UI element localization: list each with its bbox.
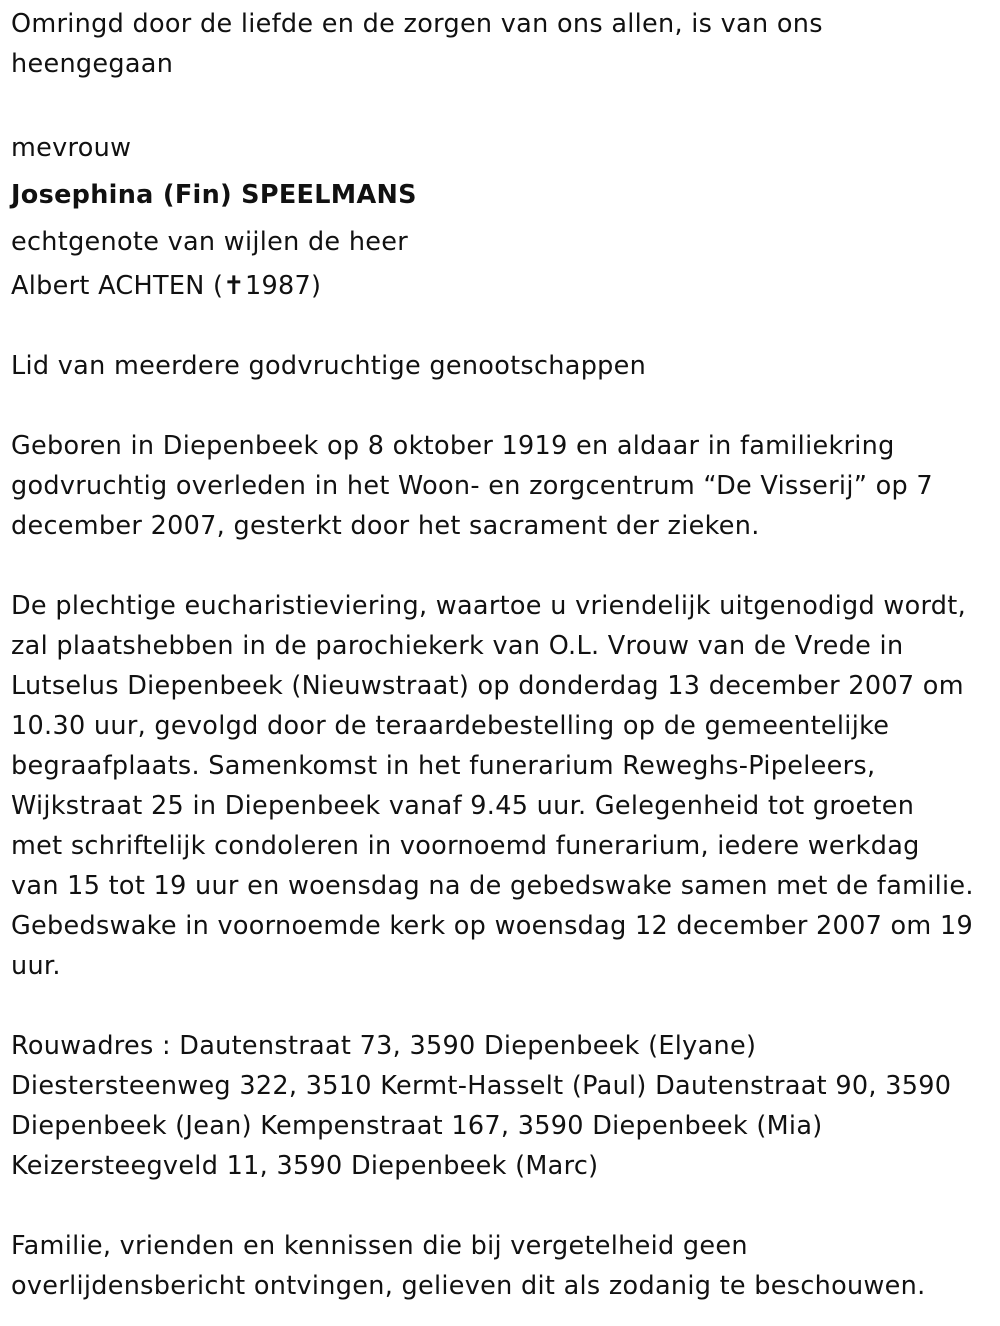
birth-death-line: Geboren in Diepenbeek op 8 oktober 1919 en aldaar in familiekring [11,431,895,461]
ceremony-line: 10.30 uur, gevolgd door de teraardebestelling op de gemeentelijke [11,711,890,741]
paragraph-spacer [11,546,991,586]
membership-text: Lid van meerdere godvruchtige genootschappen [11,351,647,381]
address-paragraph [11,1026,991,1186]
intro-paragraph [11,4,991,84]
closing-line: overlijdensbericht ontvingen, gelieven dit als zodanig te beschouwen. [11,1271,926,1301]
ceremony-line: van 15 tot 19 uur en woensdag na de gebedswake samen met de familie. [11,871,974,901]
paragraph-spacer [11,386,991,426]
paragraph-spacer [11,986,991,1026]
spouse-line: echtgenote van wijlen de heer [11,227,409,257]
ceremony-line: uur. [11,951,61,981]
ceremony-line: met schriftelijk condoleren in voornoemd funerarium, iedere werkdag [11,831,920,861]
closing-paragraph [11,1226,991,1306]
ceremony-paragraph [11,586,991,986]
address-line: Diestersteenweg 322, 3510 Kermt-Hasselt (Paul) Dautenstraat 90, 3590 [11,1071,952,1101]
ceremony-line: begraafplaats. Samenkomst in het funerarium Reweghs-Pipeleers, [11,751,876,781]
paragraph-spacer [11,84,991,124]
birth-death-paragraph [11,426,991,546]
spouse-name: Albert ACHTEN (✝1987) [11,271,322,301]
ceremony-line: De plechtige eucharistieviering, waartoe u vriendelijk uitgenodigd wordt, [11,591,966,621]
closing-line: Familie, vrienden en kennissen die bij vergetelheid geen [11,1231,748,1261]
ceremony-line: Gebedswake in voornoemde kerk op woensdag 12 december 2007 om 19 [11,911,974,941]
death-notice [11,4,991,1306]
ceremony-line: Lutselus Diepenbeek (Nieuwstraat) op donderdag 13 december 2007 om [11,671,964,701]
birth-death-line: godvruchtig overleden in het Woon- en zorgcentrum “De Visserij” op 7 [11,471,933,501]
deceased-name: Josephina (Fin) SPEELMANS [11,180,417,210]
paragraph-spacer [11,306,991,346]
intro-line: heengegaan [11,49,174,79]
birth-death-line: december 2007, gesterkt door het sacrament der zieken. [11,511,760,541]
intro-line: Omringd door de liefde en de zorgen van ons allen, is van ons [11,9,823,39]
ceremony-line: Wijkstraat 25 in Diepenbeek vanaf 9.45 uur. Gelegenheid tot groeten [11,791,915,821]
ceremony-line: zal plaatshebben in de parochiekerk van O.L. Vrouw van de Vrede in [11,631,904,661]
honorific: mevrouw [11,133,132,163]
paragraph-spacer [11,1186,991,1226]
address-line: Diepenbeek (Jean) Kempenstraat 167, 3590 Diepenbeek (Mia) [11,1111,823,1141]
address-line: Keizersteegveld 11, 3590 Diepenbeek (Marc) [11,1151,599,1181]
address-line: Rouwadres : Dautenstraat 73, 3590 Diepenbeek (Elyane) [11,1031,757,1061]
